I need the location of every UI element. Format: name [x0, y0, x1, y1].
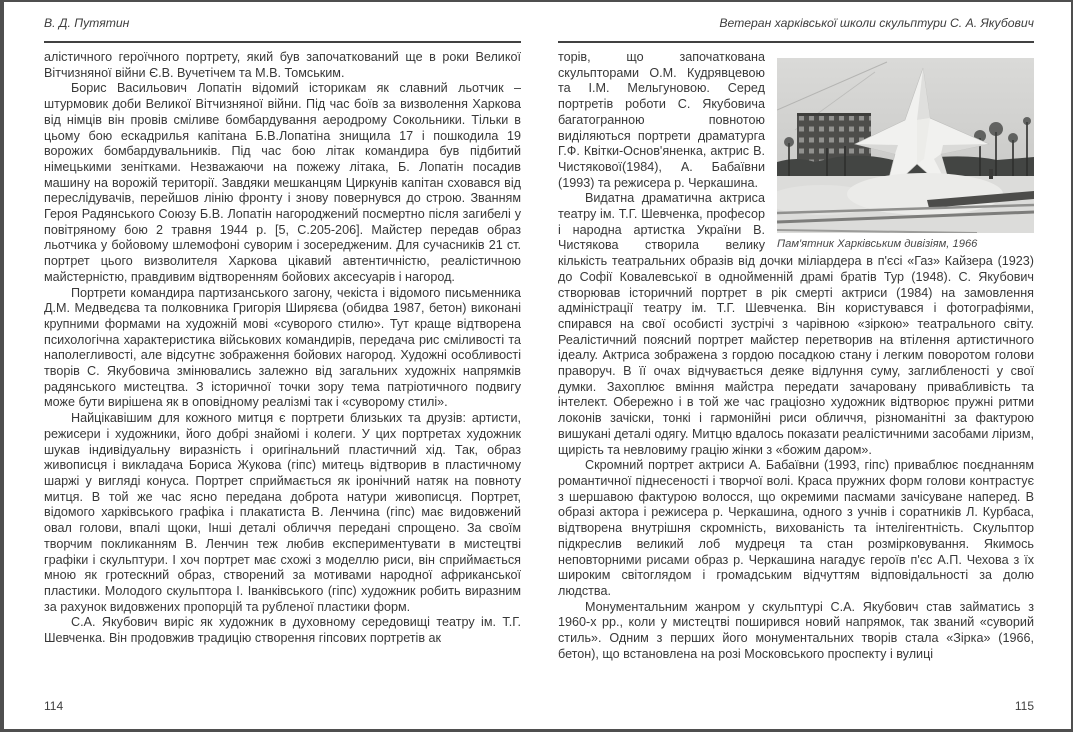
body-text-right — [558, 50, 1034, 696]
paragraph: Скромний портрет актриси А. Бабаївни (1993, гіпс) приваблює поєднанням романтичної піднесеності і творчої волі. Краса пружних форм голови контрастує з шершавою фактурою волосся, що окремими пасмами зачісуване наперед. В образі актора і режисера р. Черкашина, одного з учнів і соратників Л. Курбаса, відтворена внутрішня скромність, вихованість та інтелігентність. Скульптор підкреслив великий лоб мудреця та стан розмірковування. Якимось неповторними рисами образ р. Черкашина нагадує героїв п'єс А.П. Чехова з їх широким світоглядом і громадським відчуттям відповідальності за долю людства. — [558, 458, 1034, 598]
figure-caption: Пам'ятник Харківським дивізіям, 1966 — [777, 238, 978, 250]
page-left — [4, 2, 537, 729]
monument-photo — [777, 58, 1034, 233]
paragraph: Монументальним жанром у скульптурі С.А. Якубович став займатись з 1960-х рр., коли у мистецтві поширився новий напрямок, так званий «суворий стиль». Одним з перших його монументальних творів стала «Зірка» (1966, бетон), що встановлена на розі Московського проспекту і вулиці — [558, 599, 1034, 661]
paragraph: Видатна драматична актриса театру ім. Т.Г. Шевченка, професор і народна артистка України В. Чистякова створила велику кількість театральних образів від дочки міліардера в п'єсі «Газ» Кайзера (1923) до Софії Ковалевської в однойменній драмі братів Тур (1948). С. Якубович створював історичний портрет в рік смерті актриси (1984) на замовлення адміністрації театру ім. Т.Г. Шевченка. Він користувався і фотографіями, спирався на свої особисті зустрічі з чарівною «зіркою» театрального світу. Реалістичний поясний портрет майстер перетворив на втілення артистичного ідеалу. Актриса зображена з гордою посадкою стану і легким поворотом голови праворуч. В її очах відчувається деяке відлуння суму, заглибленості у свої думки. Захоплює вміння майстра передати зачаровану привабливість та інтелект. Обережно і в той же час граціозно художник відтворює пружні ритми локонів зачіски, тонкі і гармонійні риси обличчя, різноманітні за фактурою вишукані деталі одягу. Митцю вдалось показати реалістичними засобами ліризм, щирість та невловиму грацію жінки з «божим даром». — [558, 191, 1034, 457]
monument-figure — [777, 58, 1034, 251]
paragraph: торів, що започаткована скульпторами О.М. Кудрявцевою та І.М. Мельгуновою. Серед портретів роботи С. Якубовича багатогранною повнотою виділяються портрети драматурга Г.Ф. Квітки-Основ'яненка, актрис В. Чистякової(1984), А. Бабаївни (1993) та режисера р. Черкашина. — [558, 50, 765, 190]
paragraph: С.А. Якубович виріс як художник в духовному середовищі театру ім. Т.Г. Шевченка. Він продовжив традицію створення гіпсових портретів ак — [44, 615, 521, 646]
body-text-left — [44, 50, 521, 696]
paragraph: Найцікавішим для кожного митця є портрети близьких та друзів: артисти, режисери і художники, його добрі знайомі і колеги. У цих портретах художник шукав індивідуальну виразність і оригінальний пластичний хід. Так, образ живописця і викладача Бориса Жукова (гіпс) митець відтворив в пластичному шаржі у вигляді конуса. Портрет сприймається як іронічний натяк на повноту митця. В той же час ясно передана доброта натури живописця. Портрет, відомого харківського графіка і плакатиста В. Ленчина (гіпс) має видовжений овал голови, впалі щоки, Інші деталі обличчя передані спрощено. За своїм творчим покликанням В. Ленчин теж любив експериментувати в мистецтві графіки і скульптури. І хоч портрет має схожі з моделлю риси, він сприймається мною як гротескний образ, створений за мотивами народної африканської пластики. Молодого скульптора І. Іванківського (гіпс) художник робить виразним за рахунок видовжених пропорцій та рубленої пластики форм. — [44, 411, 521, 614]
page-number-right: 115 — [1014, 699, 1034, 713]
header-rule-left — [44, 41, 521, 43]
paragraph: алістичного героїчного портрету, який був започаткований ще в роки Великої Вітчизняної війни Є.В. Вучетічем та М.В. Томським. — [44, 50, 521, 80]
page-right — [537, 2, 1071, 729]
paragraph: Борис Васильович Лопатін відомий історикам як славний льотчик –штурмовик доби Великої Вітчизняної війни. Під час боїв за визволення Харкова від німців він провів сміливе бомбардування аеродрому Сокольники. Тільки в цьому бою ескадрилья капітана Б.В.Лопатіна знищила 17 і пошкодила 19 ворожих бомбардувальників. Під час бою літак командира був підбитий німецькими зенітками. Незважаючи на пожежу літака, Б. Лопатін посадив машину на ворожій території. Завдяки мешканцям Циркунів капітан сховався від переслідувачів, перейшов лінію фронту і знову повернувся до строю. Званням Героя Радянського Союзу Б.В. Лопатін нагороджений посмертно після загибелі у повітряному бою 2 травня 1944 р. [5, С.205-206]. Майстер передав образ льотчика у бойовому шлемофоні суворим і зосередженим. Для сучасників 21 ст. портрет цього визволителя Харкова цікавий автентичністю, реалістичною майстерністю, правдивим відтворенням бойових аксесуарів і нагород. — [44, 81, 521, 284]
header-rule-right — [558, 41, 1034, 43]
running-head-right: Ветеран харківської школи скульптури С. А. Якубович — [719, 16, 1034, 30]
paragraph: Портрети командира партизанського загону, чекіста і відомого письменника Д.М. Медведєва та полковника Григорія Ширяєва (обидва 1987, бетон) виконані крупними формами на художній мові «суворого стилю». Тут краще відтворена психологічна характеристика військових командирів, передача рис сміливості та наполегливості, але відсутнє зображення бойових нагород. Художні особливості творів С. Якубовича змінювались залежно від загальних художніх напрямків радянського мистецтва. З історичної точки зору тема патріотичного подвигу може бути вирішена як в оповідному реалізмі так і «суворому стилі». — [44, 285, 521, 410]
running-head-left: В. Д. Путятин — [44, 16, 130, 30]
page-number-left: 114 — [44, 699, 64, 713]
